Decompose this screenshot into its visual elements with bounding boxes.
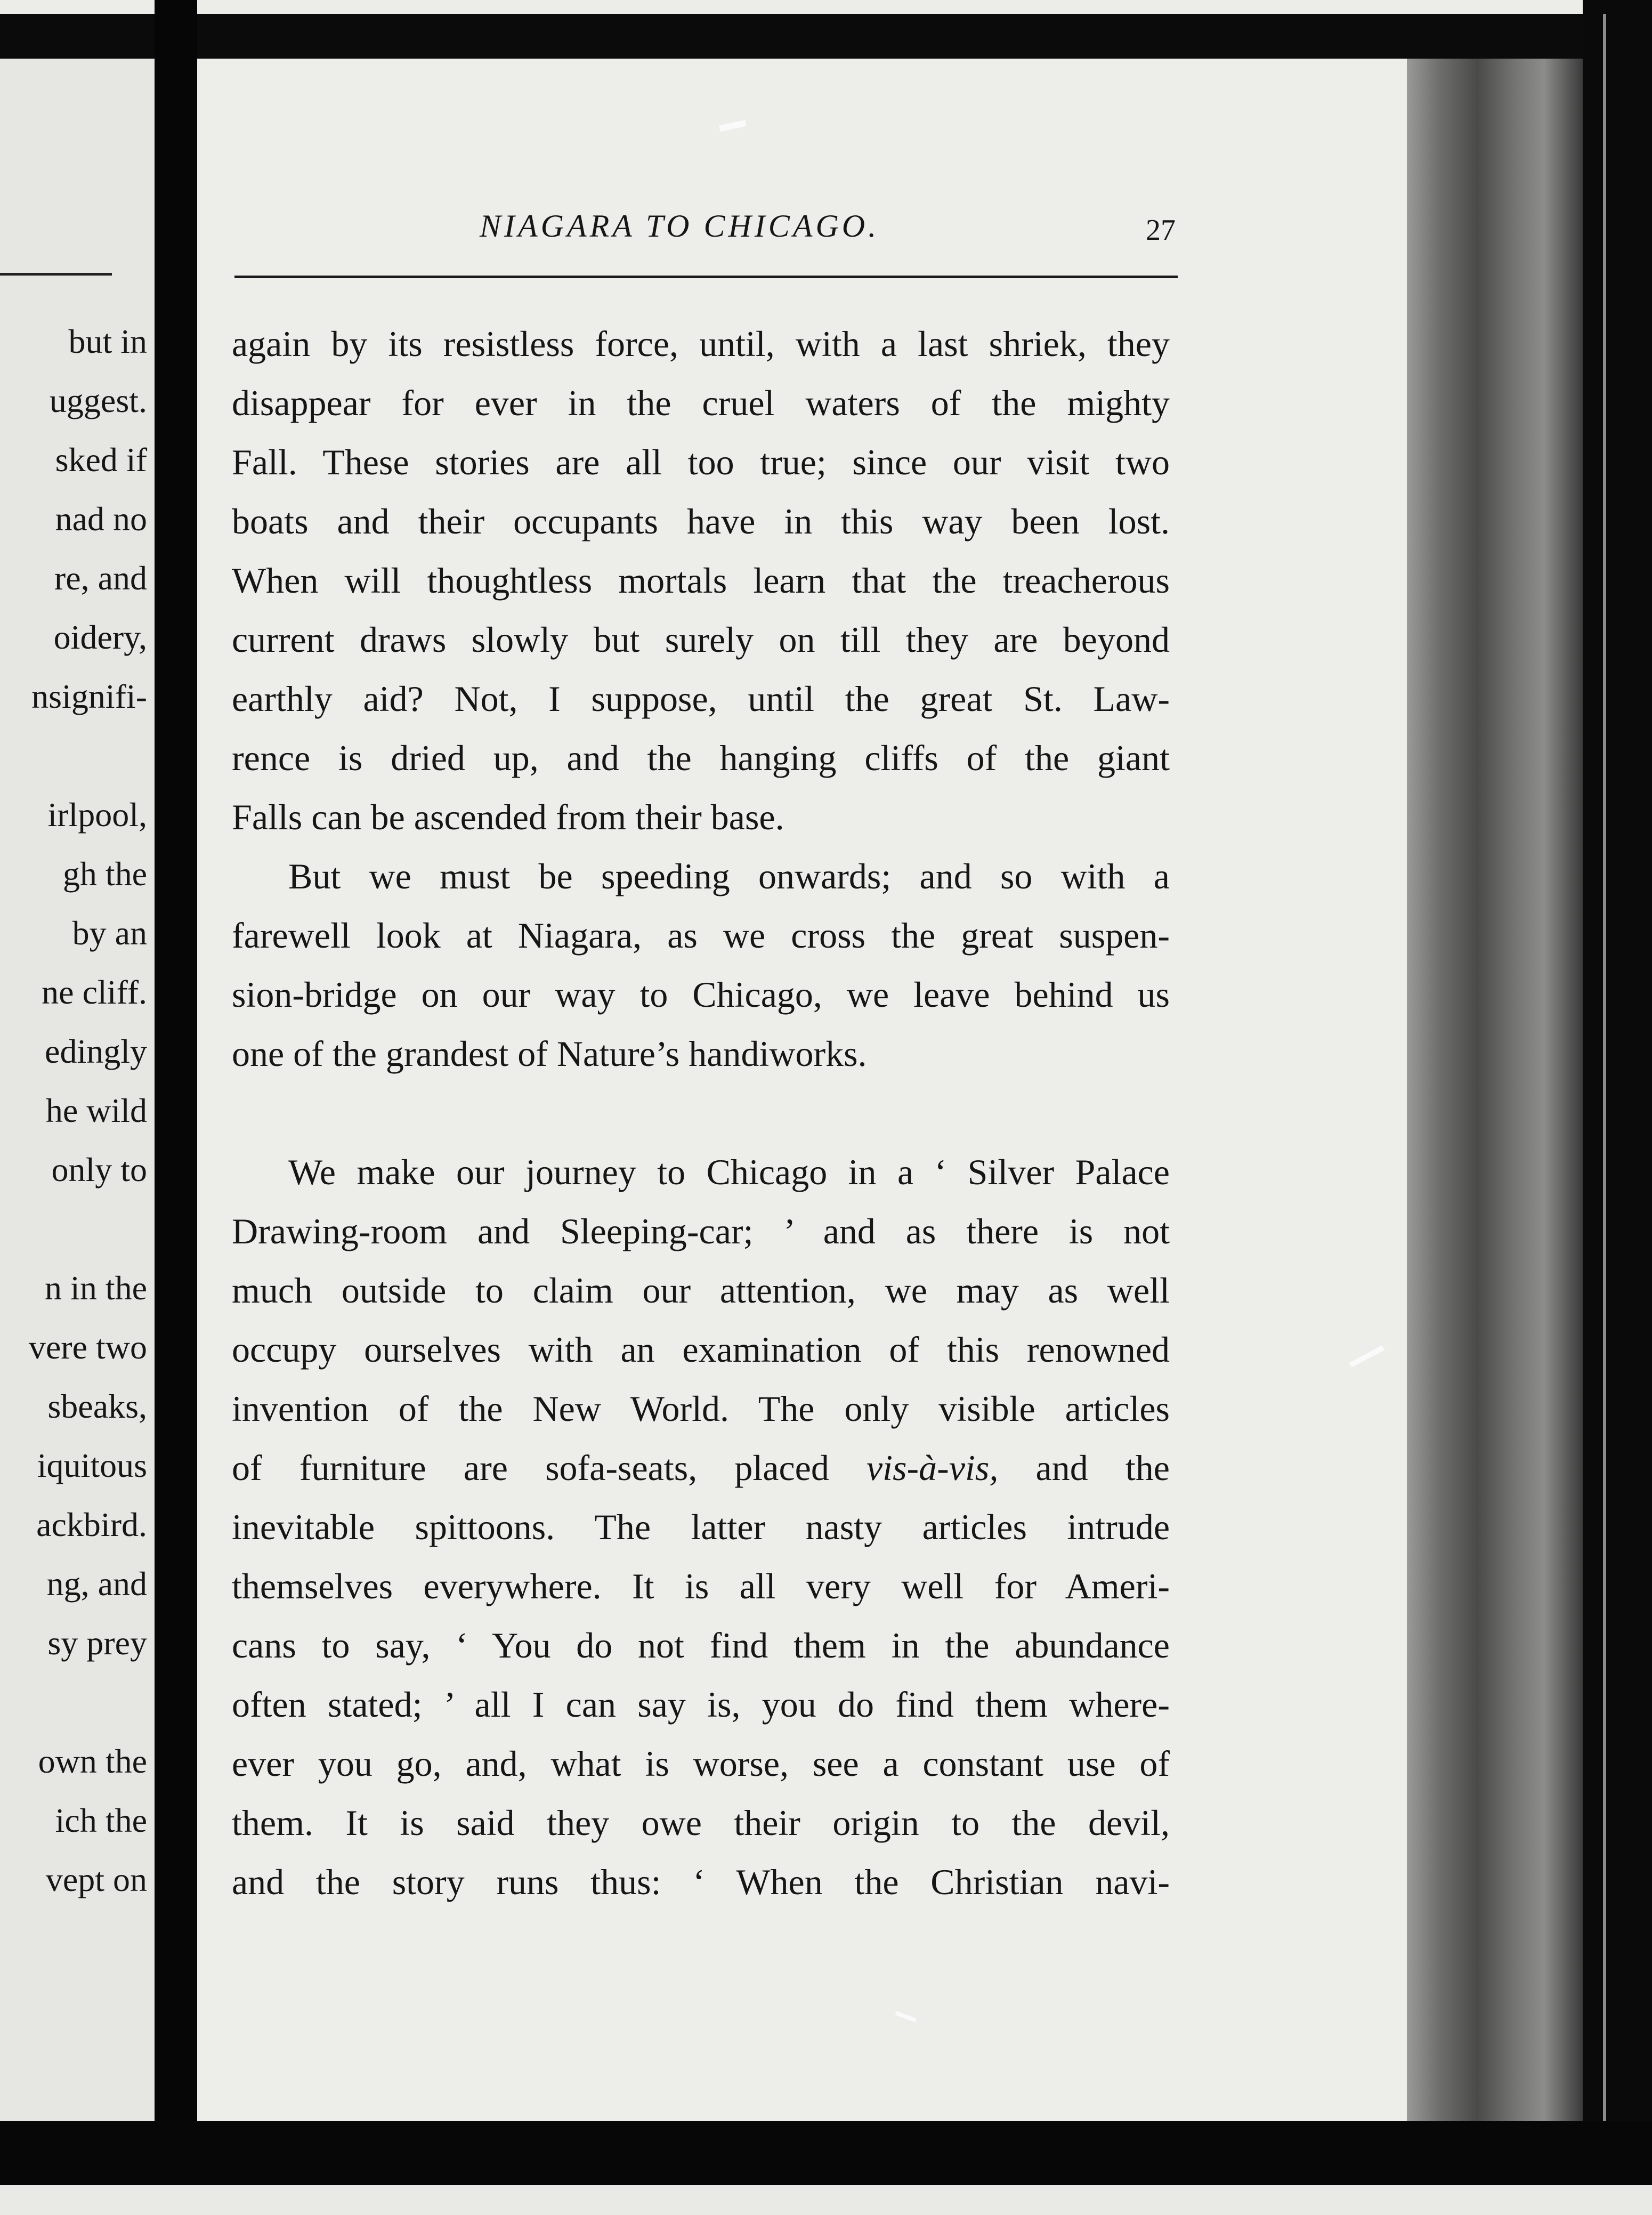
left-line: by an [72,914,147,952]
text-line: current draws slowly but surely on till they are beyond [232,619,1170,660]
left-line: irlpool, [47,796,147,834]
text-line: disappear for ever in the cruel waters of the mighty [232,383,1170,423]
left-line: sked if [55,441,147,479]
left-line: own the [38,1742,147,1780]
text-line: ever you go, and, what is worse, see a constant use of [232,1743,1170,1784]
text-line: cans to say, ‘ You do not find them in the abundance [232,1625,1170,1666]
left-line: sbeaks, [47,1387,147,1425]
left-line: only to [51,1151,147,1189]
text-line: themselves everywhere. It is all very well for Ameri- [232,1566,1170,1606]
text-segment: of furniture are sofa-seats, placed [232,1448,867,1488]
scan-border-right [1583,0,1652,2215]
text-line: rence is dried up, and the hanging cliffs of the giant [232,738,1170,778]
text-line: often stated; ’ all I can say is, you do find them where- [232,1684,1170,1725]
left-line: ng, and [46,1565,147,1603]
text-line: But we must be speeding onwards; and so with a [288,856,1170,896]
header-rule [234,276,1178,278]
text-line: again by its resistless force, until, with a last shriek, they [232,324,1170,364]
text-line: invention of the New World. The only visible articles [232,1388,1170,1429]
text-line: sion-bridge on our way to Chicago, we leave behind us [232,974,1170,1015]
left-line: ich the [55,1801,147,1839]
italic-phrase: vis-à-vis, [867,1448,999,1488]
text-line: Fall. These stories are all too true; since our visit two [232,442,1170,482]
text-line: farewell look at Niagara, as we cross the great suspen- [232,915,1170,956]
left-line: sy prey [47,1624,147,1662]
text-line: them. It is said they owe their origin to the devil, [232,1802,1170,1843]
left-page-rule [0,273,112,276]
left-line: edingly [45,1032,147,1070]
running-title: NIAGARA TO CHICAGO. [480,208,880,244]
left-line: but in [68,322,147,360]
left-line: uggest. [49,382,147,419]
running-head [277,197,1343,256]
left-line: gh the [62,855,147,893]
page-gutter [155,0,197,2215]
left-line: n in the [45,1269,147,1307]
left-line: nsignifi- [31,677,147,715]
left-line: ne cliff. [42,973,147,1011]
page-number: 27 [1146,214,1176,247]
text-line: occupy ourselves with an examination of this renowned [232,1329,1170,1370]
left-line: vere two [28,1328,147,1366]
left-line: vept on [45,1861,147,1898]
text-line: one of the grandest of Nature’s handiworks. [232,1033,867,1074]
main-page [197,59,1418,2121]
scan-border-top [0,0,1652,14]
text-segment: and the [998,1448,1170,1488]
text-line: much outside to claim our attention, we may as well [232,1270,1170,1311]
left-page-fragment [0,59,155,2121]
text-line: Falls can be ascended from their base. [232,797,784,837]
text-line: When will thoughtless mortals learn that the treacherous [232,560,1170,601]
left-line: nad no [55,500,147,538]
text-line: earthly aid? Not, I suppose, until the great St. Law- [232,678,1170,719]
text-line: and the story runs thus: ‘ When the Christian navi- [232,1862,1170,1902]
scan-border-stripe [1603,14,1606,2199]
scan-border-bottom-light [0,2185,1652,2215]
text-line-mixed [232,1438,1170,1498]
text-line: boats and their occupants have in this way been lost. [232,501,1170,541]
left-line: iquitous [37,1446,147,1484]
text-line: We make our journey to Chicago in a ‘ Silver Palace [288,1152,1170,1192]
left-line: re, and [54,559,147,597]
left-line: he wild [45,1092,147,1129]
left-line: oidery, [53,618,147,656]
left-line: ackbird. [36,1506,147,1543]
text-line: inevitable spittoons. The latter nasty articles intrude [232,1507,1170,1547]
page-edge-shadow [1407,59,1583,2121]
text-line: Drawing-room and Sleeping-car; ’ and as there is not [232,1211,1170,1251]
